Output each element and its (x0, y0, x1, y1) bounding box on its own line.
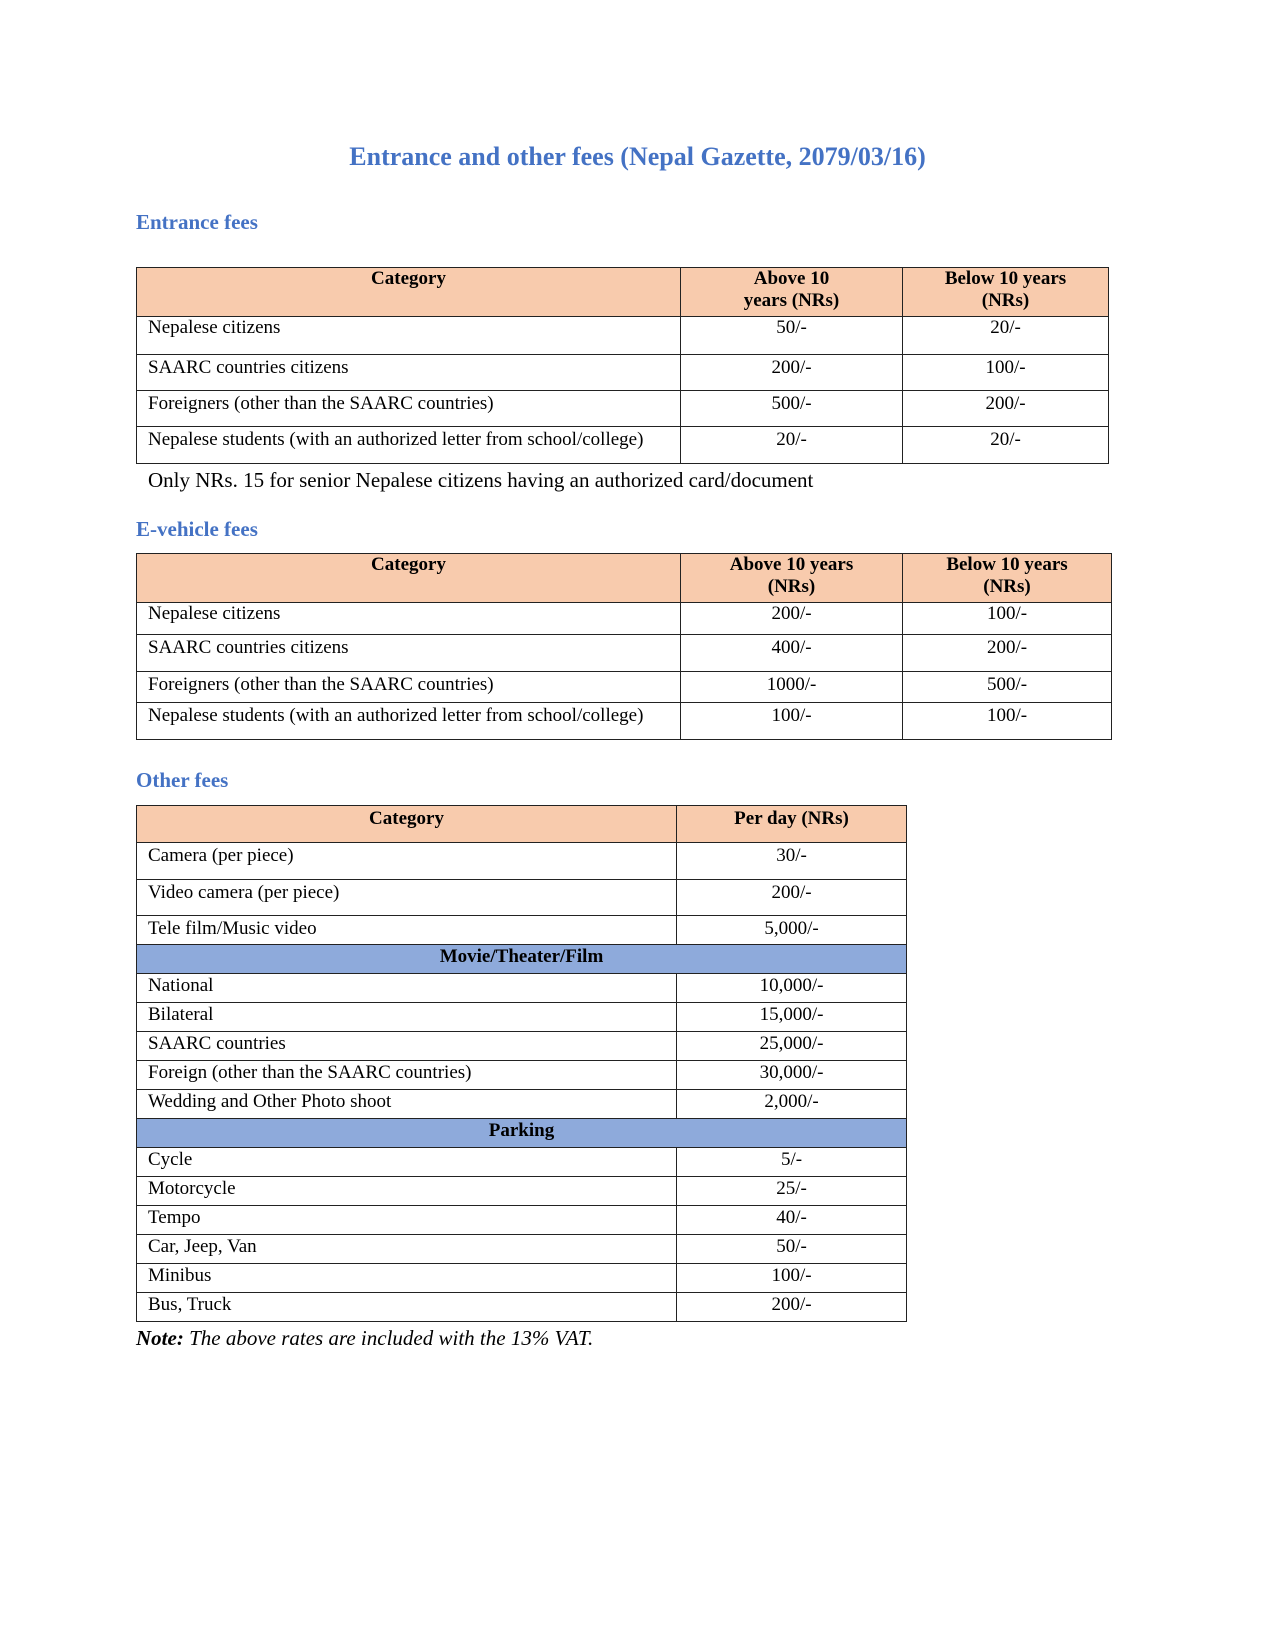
row-fee-above: 50/- (681, 317, 903, 355)
header-category: Category (137, 268, 681, 317)
row-fee: 30,000/- (677, 1061, 907, 1090)
row-category: Tele film/Music video (137, 916, 677, 945)
table-row (137, 355, 1109, 391)
row-category: Nepalese students (with an authorized letter from school/college) (137, 703, 681, 740)
table-row (137, 843, 907, 880)
row-fee-below: 20/- (903, 317, 1109, 355)
row-fee-below: 200/- (903, 391, 1109, 427)
row-fee: 10,000/- (677, 974, 907, 1003)
row-fee-below: 100/- (903, 603, 1112, 635)
header-above-10: Above 10 years (NRs) (681, 268, 903, 317)
table-row (137, 974, 907, 1003)
row-fee: 2,000/- (677, 1090, 907, 1119)
table-row (137, 1177, 907, 1206)
evehicle-fees-heading: E-vehicle fees (136, 517, 258, 541)
table-row (137, 1148, 907, 1177)
row-category: Nepalese students (with an authorized letter from school/college) (137, 427, 681, 464)
header-above-10: Above 10 years (NRs) (681, 554, 903, 603)
table-row (137, 672, 1112, 703)
table-row (137, 1061, 907, 1090)
row-category: Nepalese citizens (137, 603, 681, 635)
table-row (137, 703, 1112, 740)
table-row (137, 1293, 907, 1322)
row-fee: 5/- (677, 1148, 907, 1177)
table-row (137, 1090, 907, 1119)
table-row (137, 427, 1109, 464)
row-fee-above: 200/- (681, 355, 903, 391)
header-category: Category (137, 554, 681, 603)
row-category: Video camera (per piece) (137, 880, 677, 916)
row-fee: 200/- (677, 1293, 907, 1322)
row-fee-below: 20/- (903, 427, 1109, 464)
parking-section-label: Parking (137, 1119, 907, 1148)
row-category: Foreigners (other than the SAARC countries) (137, 672, 681, 703)
row-fee-below: 500/- (903, 672, 1112, 703)
note-label: Note: (136, 1326, 184, 1350)
entrance-fees-heading: Entrance fees (136, 210, 258, 234)
row-fee-above: 400/- (681, 635, 903, 672)
row-category: Bilateral (137, 1003, 677, 1032)
row-fee-above: 1000/- (681, 672, 903, 703)
note-text: The above rates are included with the 13% VAT. (183, 1326, 594, 1350)
row-fee-above: 100/- (681, 703, 903, 740)
row-category: Nepalese citizens (137, 317, 681, 355)
row-category: Tempo (137, 1206, 677, 1235)
movie-section-label: Movie/Theater/Film (137, 945, 907, 974)
table-row (137, 880, 907, 916)
table-row (137, 603, 1112, 635)
row-fee: 15,000/- (677, 1003, 907, 1032)
row-category: Foreign (other than the SAARC countries) (137, 1061, 677, 1090)
row-fee: 30/- (677, 843, 907, 880)
row-category: National (137, 974, 677, 1003)
row-fee-above: 200/- (681, 603, 903, 635)
table-row (137, 635, 1112, 672)
row-category: Motorcycle (137, 1177, 677, 1206)
row-category: Bus, Truck (137, 1293, 677, 1322)
row-fee-above: 20/- (681, 427, 903, 464)
other-fees-heading: Other fees (136, 768, 229, 792)
row-category: SAARC countries (137, 1032, 677, 1061)
header-category: Category (137, 806, 677, 843)
row-category: Cycle (137, 1148, 677, 1177)
header-below-10: Below 10 years (NRs) (903, 268, 1109, 317)
row-category: SAARC countries citizens (137, 635, 681, 672)
table-row (137, 916, 907, 945)
header-per-day: Per day (NRs) (677, 806, 907, 843)
table-row (137, 1264, 907, 1293)
evehicle-fees-table (136, 553, 1112, 740)
row-fee: 25,000/- (677, 1032, 907, 1061)
row-category: Car, Jeep, Van (137, 1235, 677, 1264)
senior-citizen-note: Only NRs. 15 for senior Nepalese citizens having an authorized card/document (148, 468, 814, 492)
table-row (137, 1235, 907, 1264)
row-fee: 100/- (677, 1264, 907, 1293)
row-category: Wedding and Other Photo shoot (137, 1090, 677, 1119)
row-fee: 5,000/- (677, 916, 907, 945)
row-fee: 25/- (677, 1177, 907, 1206)
other-fees-table (136, 805, 907, 1322)
row-fee-below: 200/- (903, 635, 1112, 672)
row-category: SAARC countries citizens (137, 355, 681, 391)
page-title: Entrance and other fees (Nepal Gazette, 2079/03/16) (349, 142, 926, 171)
table-row (137, 1032, 907, 1061)
vat-note (136, 1326, 593, 1351)
row-category: Foreigners (other than the SAARC countries) (137, 391, 681, 427)
table-row (137, 1206, 907, 1235)
row-fee-above: 500/- (681, 391, 903, 427)
row-category: Minibus (137, 1264, 677, 1293)
entrance-fees-table (136, 267, 1109, 464)
header-below-10: Below 10 years (NRs) (903, 554, 1112, 603)
table-row (137, 1003, 907, 1032)
table-row (137, 391, 1109, 427)
table-row (137, 317, 1109, 355)
row-fee: 200/- (677, 880, 907, 916)
row-fee-below: 100/- (903, 355, 1109, 391)
row-category: Camera (per piece) (137, 843, 677, 880)
row-fee-below: 100/- (903, 703, 1112, 740)
row-fee: 40/- (677, 1206, 907, 1235)
row-fee: 50/- (677, 1235, 907, 1264)
